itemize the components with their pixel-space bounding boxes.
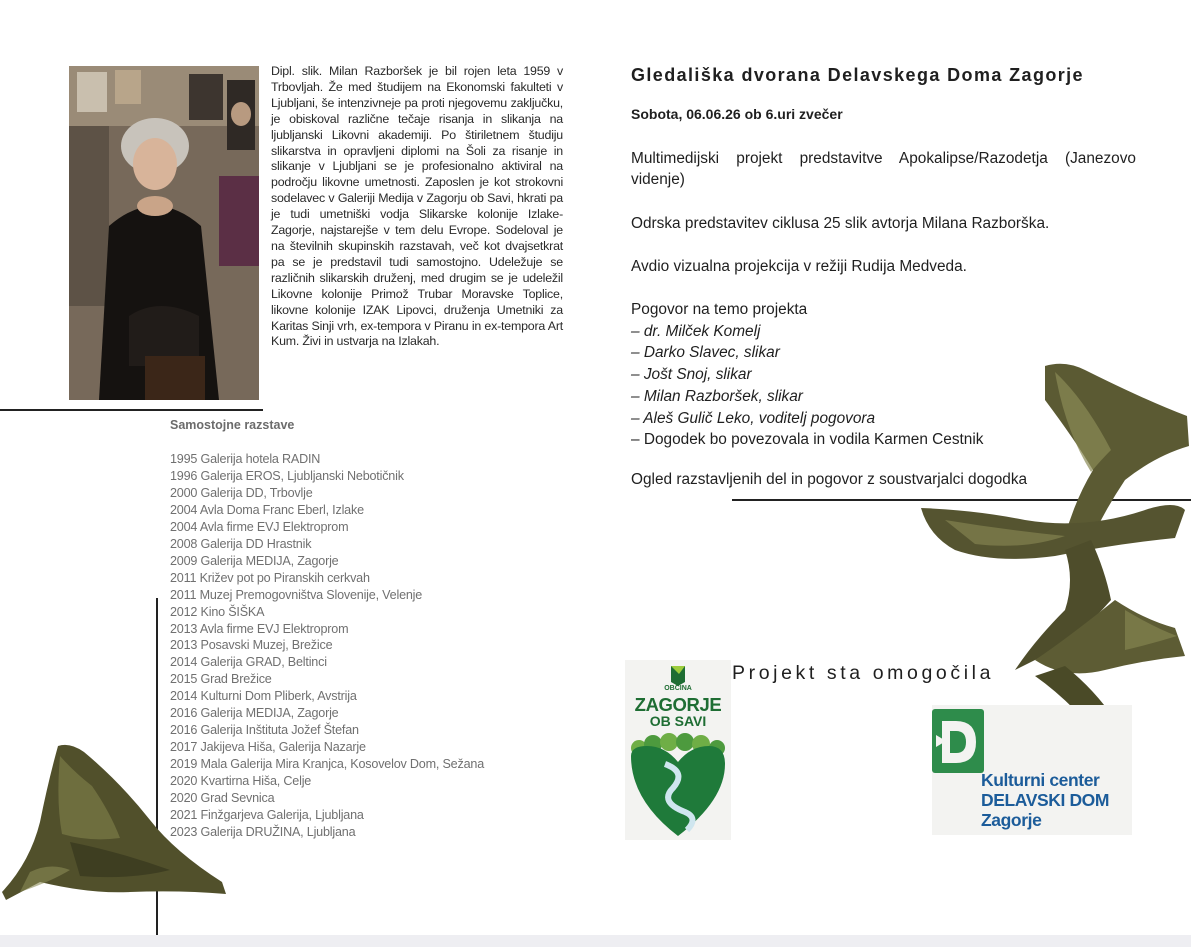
list-item: 2013 Avla firme EVJ Elektroprom bbox=[170, 621, 349, 636]
list-item: 2014 Kulturni Dom Pliberk, Avstrija bbox=[170, 689, 357, 704]
talk-participant: – dr. Milček Komelj bbox=[631, 322, 761, 340]
list-item: 2016 Galerija MEDIJA, Zagorje bbox=[170, 706, 339, 721]
list-item: 2023 Galerija DRUŽINA, Ljubljana bbox=[170, 824, 356, 839]
list-item: 2019 Mala Galerija Mira Kranjca, Kosovelov Dom, Sežana bbox=[170, 757, 484, 772]
divider-line-left bbox=[0, 409, 263, 411]
event-venue-title: Gledališka dvorana Delavskega Doma Zagorje bbox=[631, 65, 1084, 85]
talk-participant: – Milan Razboršek, slikar bbox=[631, 387, 803, 405]
event-date: Sobota, 06.06.26 ob 6.uri zvečer bbox=[631, 106, 843, 122]
talk-participant: – Jošt Snoj, slikar bbox=[631, 366, 752, 384]
page-bottom-strip bbox=[0, 935, 1191, 947]
supporters-title: Projekt sta omogočila bbox=[732, 662, 995, 684]
kc-line-3: Zagorje bbox=[981, 810, 1042, 830]
event-viewing-note: Ogled razstavljenih del in pogovor z soustvarjalci dogodka bbox=[631, 471, 1028, 488]
artist-portrait-photo bbox=[69, 66, 259, 400]
list-item: 2008 Galerija DD Hrastnik bbox=[170, 536, 312, 551]
event-paragraph-project: Multimedijski projekt predstavitve Apokalipse/Razodetja (Janezovo videnje) bbox=[631, 150, 1136, 188]
talk-host: – Dogodek bo povezovala in vodila Karmen Cestnik bbox=[631, 431, 984, 449]
event-paragraph-stage: Odrska predstavitev ciklusa 25 slik avtorja Milana Razborška. bbox=[631, 215, 1050, 232]
list-item: 2012 Kino ŠIŠKA bbox=[170, 604, 265, 619]
kc-line-1: Kulturni center bbox=[981, 770, 1100, 790]
list-item: 2000 Galerija DD, Trbovlje bbox=[170, 485, 313, 500]
zagorje-logo-title: ZAGORJE bbox=[634, 694, 722, 715]
kulturni-center-text bbox=[981, 770, 1109, 830]
talk-title: Pogovor na temo projekta bbox=[631, 301, 808, 318]
list-item: 2015 Grad Brežice bbox=[170, 672, 272, 687]
list-item: 2004 Avla Doma Franc Eberl, Izlake bbox=[170, 502, 364, 517]
list-item: 2014 Galerija GRAD, Beltinci bbox=[170, 655, 327, 670]
talk-participant: – Aleš Gulič Leko, voditelj pogovora bbox=[631, 409, 876, 427]
list-item: 2020 Grad Sevnica bbox=[170, 791, 275, 806]
list-item: 2009 Galerija MEDIJA, Zagorje bbox=[170, 553, 339, 568]
list-item: 1995 Galerija hotela RADIN bbox=[170, 452, 321, 466]
list-item: 1996 Galerija EROS, Ljubljanski Nebotičnik bbox=[170, 468, 404, 483]
list-item: 2020 Kvartirna Hiša, Celje bbox=[170, 774, 312, 789]
list-item: 2011 Muzej Premogovništva Slovenije, Velenje bbox=[170, 587, 423, 602]
list-item: 2017 Jakijeva Hiša, Galerija Nazarje bbox=[170, 740, 366, 755]
list-item: 2011 Križev pot po Piranskih cerkvah bbox=[170, 570, 370, 585]
sculpture-illustration-right bbox=[915, 360, 1191, 760]
event-paragraph-projection: Avdio vizualna projekcija v režiji Rudija Medveda. bbox=[631, 258, 967, 275]
zagorje-logo-subtitle: OB SAVI bbox=[649, 713, 707, 729]
zagorje-logo-small-text: OBČINA bbox=[664, 685, 692, 692]
list-item: 2013 Posavski Muzej, Brežice bbox=[170, 638, 333, 653]
list-item: 2004 Avla firme EVJ Elektroprom bbox=[170, 519, 349, 534]
solo-exhibitions-title: Samostojne razstave bbox=[170, 418, 295, 432]
artist-biography: Dipl. slik. Milan Razboršek je bil rojen leta 1959 v Trbovljah. Že med študijem na Ekonomski fakulteti v Ljubljani, še intenzivneje pa proti njegovemu zaključku, je obiskoval različne tečaje risanja in slikanja na ljubljanski Likovni akademiji. Po štiriletnem študiju slikarstva in opravljeni diplomi na Šoli za risanje in slikanje v Ljubljani se je profesionalno aktiviral na področju likovne umetnosti. Zaposlen je kot strokovni sodelavec v Galeriji Medija v Zagorju ob Savi, hkrati pa je tudi umetniški vodja Slikarske kolonije Izlake-Zagorje, najstarejše v tem delu Evrope. Sodeloval je na številnih skupinskih razstavah, več kot dvajsetkrat pa se je predstavil tudi samostojno. Udeležuje se različnih slikarskih druženj, med drugim se je udeležil Likovne kolonije Primož Trubar Moravske Toplice, likovne kolonije IZAK Lipovci, druženja Umetniki za Karitas Sinji vrh, ex-tempora v Piranu in ex-tempora Art Kum. Živi in ustvarja na Izlakah. bbox=[271, 64, 563, 349]
kc-line-2: DELAVSKI DOM bbox=[981, 790, 1110, 810]
list-item: 2021 Finžgarjeva Galerija, Ljubljana bbox=[170, 808, 364, 823]
list-item: 2016 Galerija Inštituta Jožef Štefan bbox=[170, 723, 359, 738]
talk-participant: – Darko Slavec, slikar bbox=[631, 344, 780, 362]
sculpture-illustration-left bbox=[0, 742, 230, 904]
